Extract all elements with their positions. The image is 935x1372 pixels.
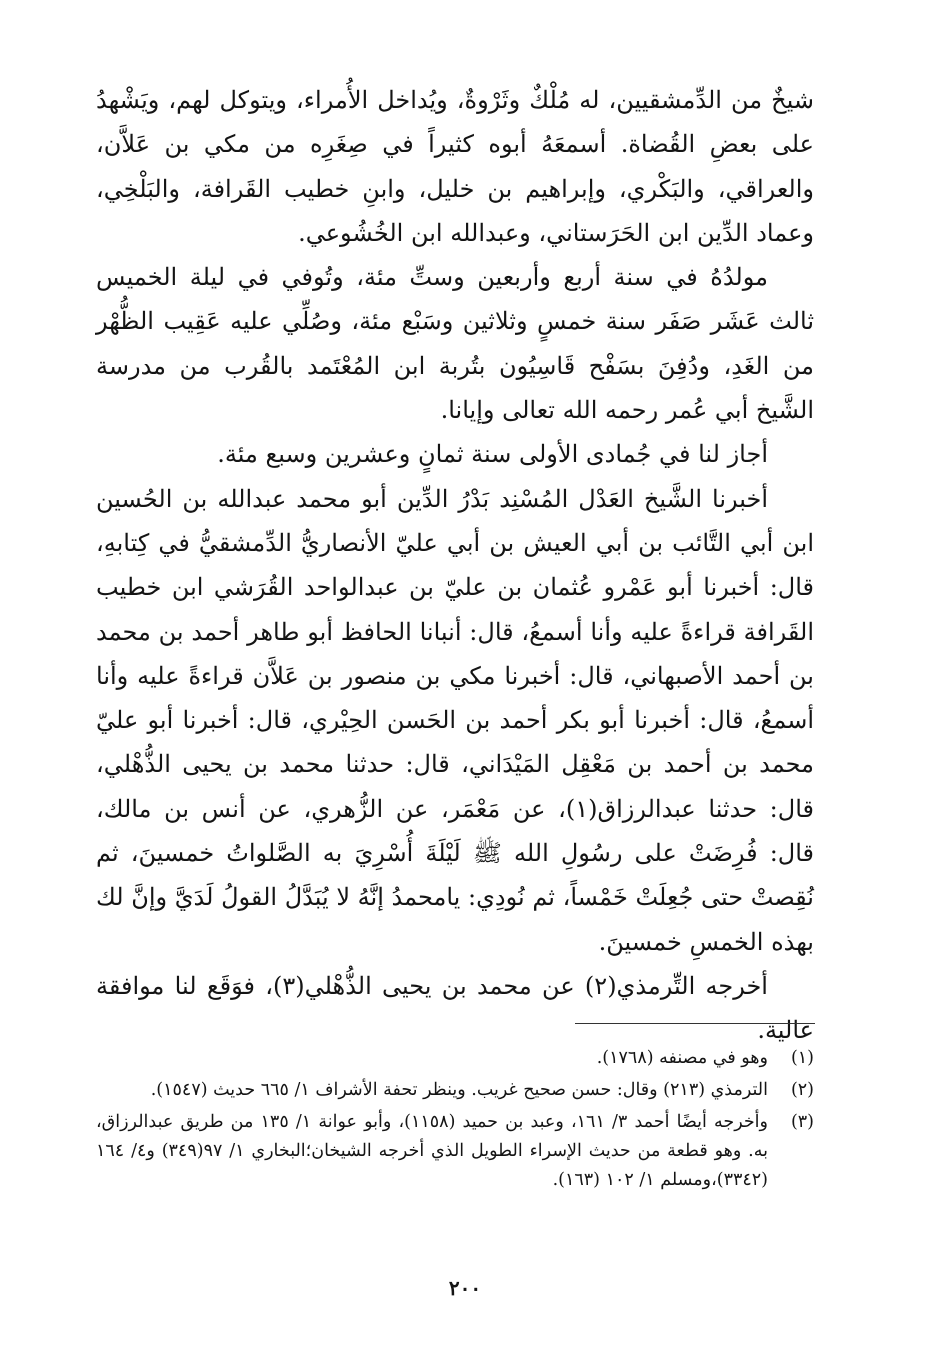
paragraph-birth-death: مولدُهُ في سنة أربع وأربعين وستِّ مئة، وتُوفي في ليلة الخميس ثالث عَشَر صَفَر سنة خمسٍ وثلاثين وسَبْع مئة، وصُلِّي عليه عَقِيب الظُّهْر من الغَدِ، ودُفِنَ بسَفْح قَاسِيُون بتُربة ابن المُعْتَمد بالقُرب من مدرسة الشَّيخ أبي عُمر رحمه الله تعالى وإيانا. [96, 263, 814, 425]
footnote-number: (١) [790, 1048, 814, 1068]
footnote-3 [96, 1108, 814, 1195]
footnote-text: وأخرجه أيضًا أحمد ٣/ ١٦١، وعبد بن حميد (١١٥٨)، وأبو عوانة ١/ ١٣٥ من طريق عبدالرزاق، به. وهو قطعة من حديث الإسراء الطويل الذي أخرجه الشيخان؛البخاري ١/ ٩٧(٣٤٩) و٤/ ١٦٤ (٣٣٤٢)،ومسلم ١/ ١٠٢ (١٦٣). [96, 1112, 768, 1190]
footnote-separator [575, 1023, 815, 1024]
page-number: ٢٠٠ [448, 1276, 482, 1300]
footnote-text: وهو في مصنفه (١٧٦٨). [596, 1048, 768, 1068]
paragraph-biography: شيخٌ من الدِّمشقيين، له مُلْكٌ وثَرْوةٌ، ويُداخل الأُمراء، ويتوكل لهم، ويَشْهدُ على بعضِ القُضاة. أسمعَهُ أبوه كثيراً في صِغَرِه من مكي بن عَلاَّن، والعراقي، والبَكْري، وإبراهيم بن خليل، وابنِ خطيب القَرافة، والبَلْخِي، وعماد الدِّين ابن الحَرَستاني، وعبدالله ابن الخُشُوعي. [96, 86, 814, 247]
footnote-number: (٢) [790, 1080, 814, 1100]
footnote-1 [96, 1044, 814, 1073]
footnotes [96, 1044, 814, 1198]
paragraph-ijaza: أجاز لنا في جُمادى الأولى سنة ثمانٍ وعشرين وسبع مئة. [217, 440, 768, 469]
paragraph-takhrij: أخرجه التِّرمذي(٢) عن محمد بن يحيى الذُّهْلي(٣)، فوَقَع لنا موافقة عالية. [96, 971, 814, 1045]
main-text [96, 78, 814, 1053]
paragraph-hadith-chain: أخبرنا الشَّيخ العَدْل المُسْنِد بَدْرُ الدِّين أبو محمد عبدالله بن الحُسين ابن أبي التَّائب بن أبي العيش بن أبي عليّ الأنصاريُّ الدِّمشقيُّ في كِتابهِ، قال: أخبرنا أبو عَمْرو عُثمان بن عليّ بن عبدالواحد القُرَشي ابن خطيب القَرافة قراءةً عليه وأنا أسمعُ، قال: أنبانا الحافظ أبو طاهر أحمد بن محمد بن أحمد الأصبهاني، قال: أخبرنا مكي بن منصور بن عَلاَّن قراءةً عليه وأنا أسمعُ، قال: أخبرنا أبو بكر أحمد بن الحَسن الحِيْري، قال: أخبرنا أبو عليّ محمد بن أحمد بن مَعْقِل المَيْدَاني، قال: حدثنا محمد بن يحيى الذُّهْلي، قال: حدثنا عبدالرزاق(١)، عن مَعْمَر، عن الزُّهري، عن أنس بن مالك، قال: فُرِضَتْ على رسُولِ الله ﷺ لَيْلَةَ أُسْرِيَ به الصَّلواتُ خمسينَ، ثم نُقِصتْ حتى جُعِلَتْ خَمْساً، ثم نُودِي: يامحمدُ إنَّهُ لا يُبَدَّلُ القولُ لَدَيَّ وإنَّ لك بهذه الخمسِ خمسينَ. [96, 484, 815, 956]
footnote-number: (٣) [790, 1112, 814, 1132]
footnote-2 [96, 1076, 814, 1105]
footnote-text: الترمذي (٢١٣) وقال: حسن صحيح غريب. وينظر تحفة الأشراف ١/ ٦٦٥ حديث (١٥٤٧). [150, 1080, 768, 1100]
